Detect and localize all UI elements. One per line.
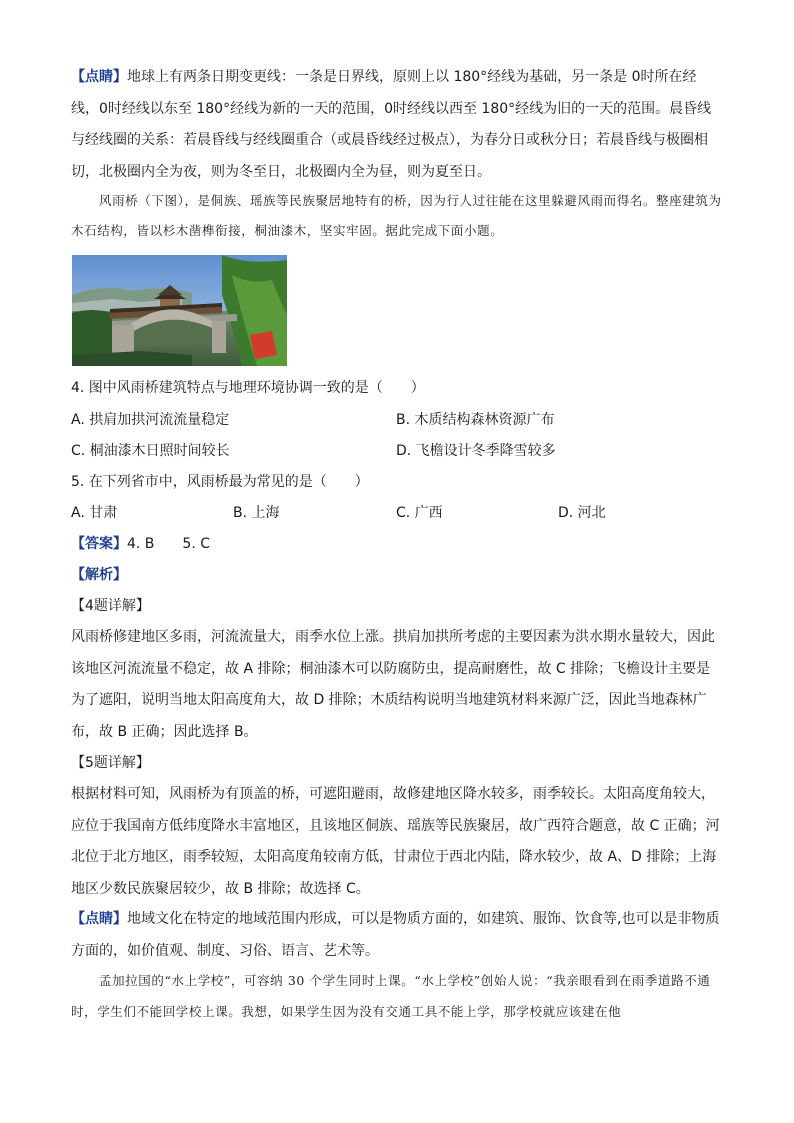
answer-line xyxy=(71,529,723,561)
detail-4-heading xyxy=(71,591,723,623)
q4-option-d: D. 飞檐设计冬季降雪较多 xyxy=(396,443,556,459)
q5-option-a: A. 甘肃 xyxy=(71,505,118,521)
detail-4-tag: 【4题详解】 xyxy=(71,598,150,614)
question-5-stem: 5. 在下列省市中，风雨桥最为常见的是（ ） xyxy=(71,474,369,490)
question-4-options-row-2 xyxy=(71,436,723,467)
material-paragraph-2: 孟加拉国的“水上学校”，可容纳 30 个学生同时上课。“水上学校”创始人说：“我亲眼看到在雨季道路不通时，学生们不能回学校上课。我想，如果学生因为没有交通工具不能上学，那学校就应该建在他 xyxy=(71,973,711,1019)
question-5-options-row xyxy=(71,498,723,529)
q4-option-b: B. 木质结构森林资源广布 xyxy=(396,412,555,428)
detail-5-paragraph: 根据材料可知，风雨桥为有顶盖的桥，可遮阳避雨，故修建地区降水较多，雨季较长。太阳高度角较大，应位于我国南方低纬度降水丰富地区，且该地区侗族、瑶族等民族聚居，故广西符合题意，故 C 正确；河北位于北方地区，雨季较短，太阳高度角较南方低，甘肃位于西北内陆，降水较少，故 A、D 排除；上海地区少数民族聚居较少，故 B 排除；故选择 C。 xyxy=(71,786,720,897)
detail-4-paragraph: 风雨桥修建地区多雨，河流流量大，雨季水位上涨。拱肩加拱所考虑的主要因素为洪水期水量较大，因此该地区河流流量不稳定，故 A 排除；桐油漆木可以防腐防虫，提高耐磨性，故 C 排除；飞檐设计主要是为了遮阳，说明当地太阳高度角大，故 D 排除；木质结构说明当地建筑材料来源广泛，因此当地森林广布，故 B 正确；因此选择 B。 xyxy=(71,629,715,740)
dianjing-2-text: 地域文化在特定的地域范围内形成，可以是物质方面的，如建筑、服饰、饮食等,也可以是非物质方面的，如价值观、制度、习俗、语言、艺术等。 xyxy=(71,911,720,959)
dianjing-tag: 【点睛】 xyxy=(71,69,127,85)
dianjing-2-tag: 【点睛】 xyxy=(71,911,127,927)
dianjing-paragraph-1 xyxy=(71,62,723,188)
q4-option-c: C. 桐油漆木日照时间较长 xyxy=(71,443,230,459)
detail-5-heading xyxy=(71,748,723,780)
detail-5-tag: 【5题详解】 xyxy=(71,755,150,771)
wind-rain-bridge-photo xyxy=(72,255,287,366)
answer-tag: 【答案】 xyxy=(71,536,127,552)
answer-text: 4. B 5. C xyxy=(127,536,210,552)
dianjing-paragraph-2 xyxy=(71,904,723,967)
dianjing-text: 地球上有两条日期变更线：一条是日界线，原则上以 180°经线为基础，另一条是 0时所在经线，0时经线以东至 180°经线为新的一天的范围，0时经线以西至 180°经线为旧的一天的范围。晨昏线与经线圈的关系：若晨昏线与经线圈重合（或晨昏线经过极点），为春分日或秋分日；若晨昏线与极圈相切，北极圈内全为夜，则为冬至日，北极圈内全为昼，则为夏至日。 xyxy=(71,69,712,180)
q4-option-a: A. 拱肩加拱河流流量稳定 xyxy=(71,412,230,428)
q5-option-d: D. 河北 xyxy=(558,505,606,521)
question-4-stem: 4. 图中风雨桥建筑特点与地理环境协调一致的是（ ） xyxy=(71,380,425,396)
q5-option-c: C. 广西 xyxy=(396,505,443,521)
question-4-options-row-1 xyxy=(71,405,723,436)
analysis-tag: 【解析】 xyxy=(71,567,127,583)
q5-option-b: B. 上海 xyxy=(233,505,280,521)
analysis-heading xyxy=(71,560,723,592)
material-paragraph-1: 风雨桥（下图），是侗族、瑶族等民族聚居地特有的桥，因为行人过往能在这里躲避风雨而得名。整座建筑为木石结构，皆以杉木凿榫衔接，桐油漆木，坚实牢固。据此完成下面小题。 xyxy=(71,193,722,238)
